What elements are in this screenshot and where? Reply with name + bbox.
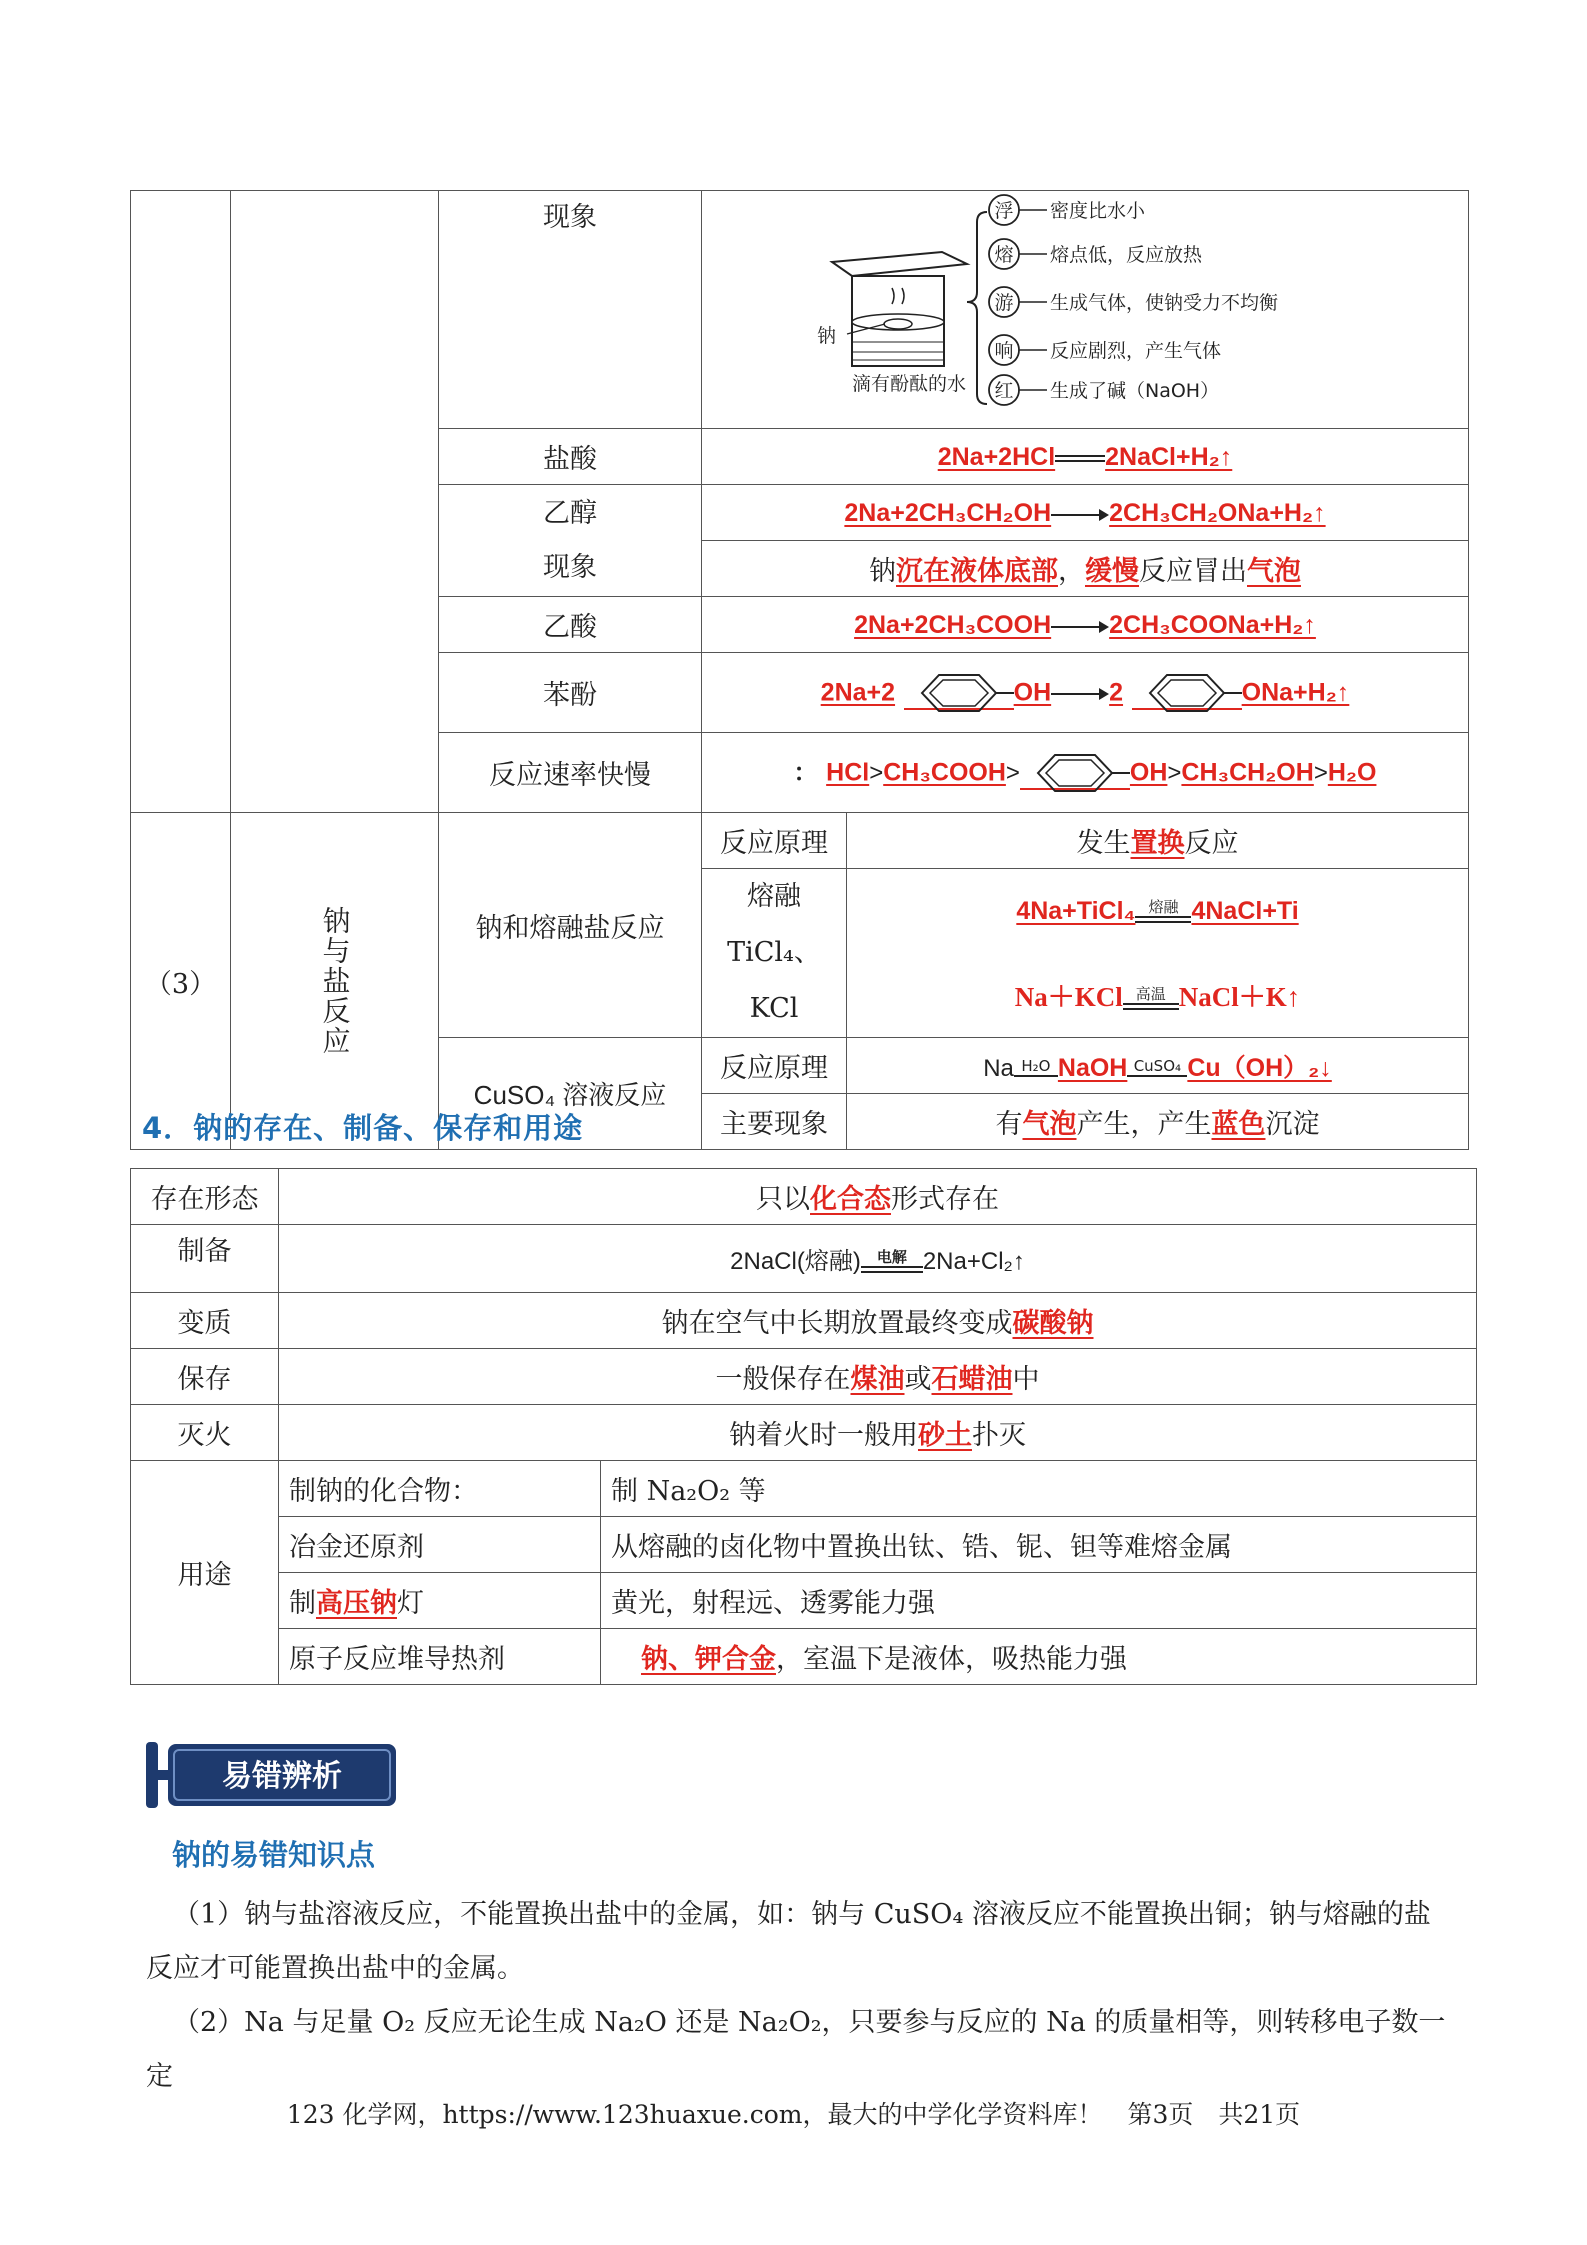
phenomenon-diagram-cell bbox=[702, 191, 1469, 429]
ethanol-phenomenon-label: 现象 bbox=[543, 551, 597, 583]
fire-label: 灭火 bbox=[131, 1405, 279, 1461]
cuso4-equation: Na H₂O NaOH CuSO₄ Cu（OH）₂↓ bbox=[847, 1038, 1469, 1094]
row3-number: （3） bbox=[131, 813, 231, 1150]
badge-shape bbox=[146, 1740, 398, 1810]
diagram-desc: 生成气体，使钠受力不均衡 bbox=[1050, 291, 1279, 314]
ticl4-equation: 4Na+TiCl₄ 熔融 4NaCl+Ti bbox=[847, 869, 1469, 952]
molten-sub1: 熔融 bbox=[747, 881, 801, 912]
diagram-char: 红 bbox=[994, 379, 1014, 402]
use-key: 制钠的化合物： bbox=[279, 1461, 601, 1517]
subheading: 钠的易错知识点 bbox=[172, 1838, 376, 1872]
use-value: 制 Na₂O₂ 等 bbox=[601, 1461, 1477, 1517]
diagram-char: 游 bbox=[994, 291, 1014, 314]
water-label: 滴有酚酞的水 bbox=[852, 372, 967, 395]
sodium-water-diagram bbox=[702, 192, 1462, 428]
rate-order: ： HCl>CH₃COOH> OH>CH₃CH₂OH>H₂O bbox=[702, 733, 1469, 813]
brace bbox=[967, 212, 987, 404]
diagram-desc: 熔点低，反应放热 bbox=[1050, 243, 1203, 266]
diagram-char: 响 bbox=[994, 339, 1014, 362]
main-phenomenon: 有气泡产生，产生蓝色沉淀 bbox=[847, 1094, 1469, 1150]
diagram-items bbox=[989, 195, 1278, 405]
diagram-desc: 生成了碱（NaOH） bbox=[1050, 379, 1220, 402]
ethanol-label-cell bbox=[439, 485, 702, 597]
rate-label: 反应速率快慢 bbox=[439, 733, 702, 813]
benzene-ring-icon bbox=[1132, 671, 1242, 715]
diagram-char: 浮 bbox=[994, 199, 1014, 222]
principle-text: 发生置换反应 bbox=[847, 813, 1469, 869]
row3-title: 钠与盐反应 bbox=[318, 906, 352, 1056]
ethanol-phenomenon: 钠沉在液体底部，缓慢反应冒出气泡 bbox=[702, 541, 1469, 597]
use-key: 冶金还原剂 bbox=[279, 1517, 601, 1573]
hcl-label: 盐酸 bbox=[439, 429, 702, 485]
fire-text: 钠着火时一般用砂土扑灭 bbox=[279, 1405, 1477, 1461]
principle-label: 反应原理 bbox=[702, 813, 847, 869]
store-text: 一般保存在煤油或石蜡油中 bbox=[279, 1349, 1477, 1405]
use-label: 用途 bbox=[131, 1461, 279, 1685]
ethanol-label: 乙醇 bbox=[543, 497, 597, 529]
deter-label: 变质 bbox=[131, 1293, 279, 1349]
use-value: 钠、钾合金，室温下是液体，吸热能力强 bbox=[601, 1629, 1477, 1685]
cell-empty bbox=[131, 191, 231, 813]
cuso4-label: CuSO₄ 溶液反应 bbox=[439, 1038, 702, 1150]
kcl-equation: Na＋KCl 高温 NaCl＋K↑ bbox=[847, 952, 1469, 1038]
paragraph-2: （2）Na 与足量 O₂ 反应无论生成 Na₂O 还是 Na₂O₂，只要参与反应的 Na 的质量相等，则转移电子数一定 bbox=[146, 2007, 1446, 2092]
section-title: 4．钠的存在、制备、保存和用途 bbox=[142, 1111, 584, 1145]
molten-sub2: TiCl₄、KCl bbox=[727, 937, 821, 1024]
sodium-label: 钠 bbox=[817, 324, 837, 347]
ethanol-equation: 2Na+2CH₃CH₂OH 2CH₃CH₂ONa+H₂↑ bbox=[702, 485, 1469, 541]
use-key: 原子反应堆导热剂 bbox=[279, 1629, 601, 1685]
cell-empty bbox=[231, 191, 439, 813]
molten-label: 钠和熔融盐反应 bbox=[439, 813, 702, 1038]
hcl-equation: 2Na+2HCl 2NaCl+H₂↑ bbox=[702, 429, 1469, 485]
benzene-ring-icon bbox=[904, 671, 1014, 715]
paragraph-1: （1）钠与盐溶液反应，不能置换出盐中的金属，如：钠与 CuSO₄ 溶液反应不能置换出铜；钠与熔融的盐反应才可能置换出盐中的金属。 bbox=[146, 1899, 1431, 1984]
exist-label: 存在形态 bbox=[131, 1169, 279, 1225]
phenomenon-label: 现象 bbox=[439, 191, 702, 429]
prep-label: 制备 bbox=[131, 1225, 279, 1293]
main-phenomenon-label: 主要现象 bbox=[702, 1094, 847, 1150]
beaker-icon bbox=[832, 252, 967, 366]
row3-title-cell bbox=[231, 813, 439, 1150]
exist-text: 只以化合态形式存在 bbox=[279, 1169, 1477, 1225]
phenol-label: 苯酚 bbox=[439, 653, 702, 733]
diagram-char: 熔 bbox=[994, 243, 1014, 266]
sodium-reaction-table bbox=[130, 190, 1469, 1150]
molten-sub-cell bbox=[702, 869, 847, 1038]
use-value: 黄光，射程远、透雾能力强 bbox=[601, 1573, 1477, 1629]
phenol-equation: 2Na+2 OH 2 ONa+H₂↑ bbox=[702, 653, 1469, 733]
diagram-desc: 密度比水小 bbox=[1050, 199, 1146, 222]
badge-text: 易错辨析 bbox=[222, 1759, 342, 1794]
section-badge bbox=[146, 1740, 398, 1810]
acetic-label: 乙酸 bbox=[439, 597, 702, 653]
benzene-ring-icon bbox=[1020, 751, 1130, 795]
prep-equation: 2NaCl(熔融) 电解 2Na+Cl₂↑ bbox=[279, 1225, 1477, 1293]
page-footer: 123 化学网，https://www.123huaxue.com，最大的中学化学资料库！ 第3页 共21页 bbox=[286, 2100, 1301, 2129]
use-value: 从熔融的卤化物中置换出钛、锆、铌、钽等难熔金属 bbox=[601, 1517, 1477, 1573]
diagram-desc: 反应剧烈，产生气体 bbox=[1050, 339, 1222, 362]
use-key: 制高压钠灯 bbox=[279, 1573, 601, 1629]
deter-text: 钠在空气中长期放置最终变成碳酸钠 bbox=[279, 1293, 1477, 1349]
acetic-equation: 2Na+2CH₃COOH 2CH₃COONa+H₂↑ bbox=[702, 597, 1469, 653]
store-label: 保存 bbox=[131, 1349, 279, 1405]
sodium-usage-table bbox=[130, 1168, 1477, 1685]
cuso4-principle-label: 反应原理 bbox=[702, 1038, 847, 1094]
